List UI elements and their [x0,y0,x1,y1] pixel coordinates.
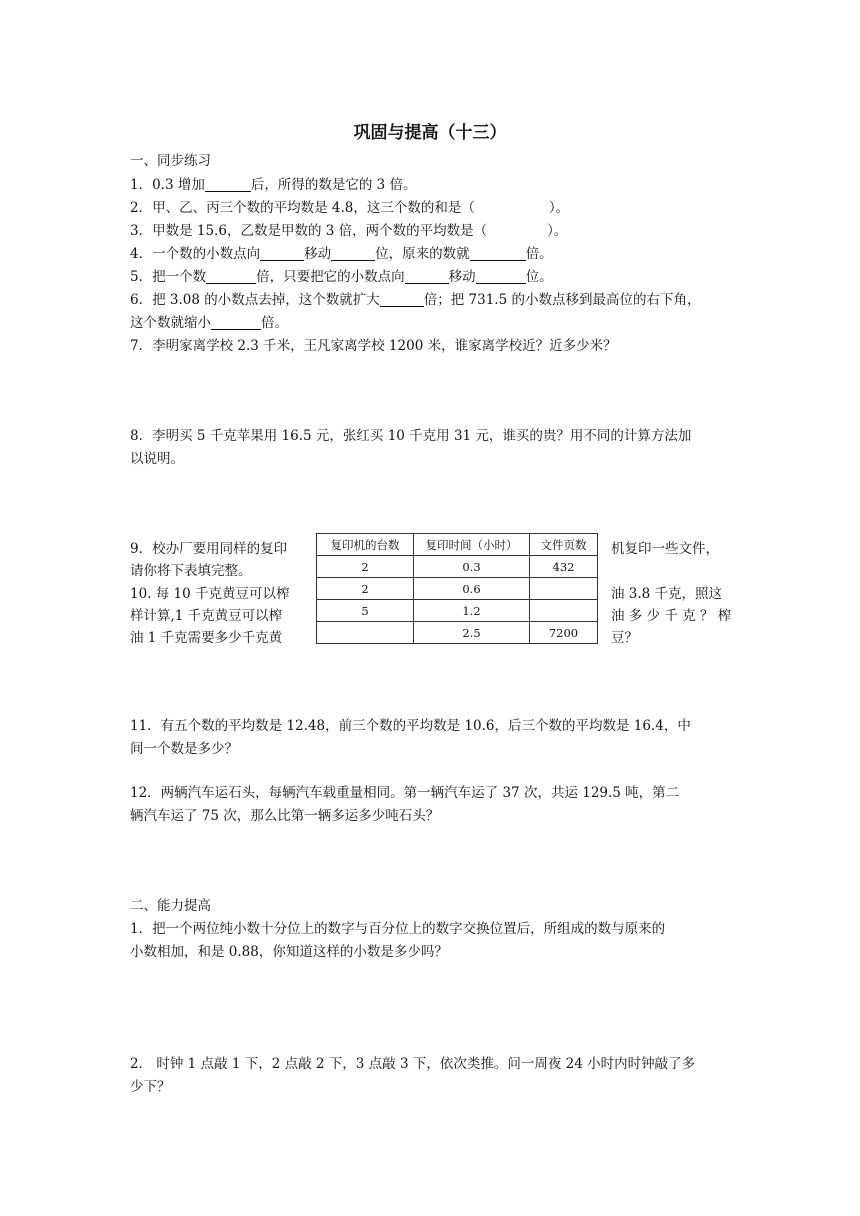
q1-text-a: 1．0.3 增加 [130,177,205,193]
q6-text-c: 这个数就缩小 [130,315,211,331]
q2-text-b: ）。 [548,200,570,216]
question-1 [130,176,417,194]
q6-text-b: 倍；把 731.5 的小数点移到最高位的右下角， [423,292,701,308]
table-header-row [317,534,598,556]
table-row [317,578,598,600]
q5-text-a: 5．把一个数 [130,269,207,285]
table-row [317,556,598,578]
q1-answer-blank[interactable] [205,177,251,192]
table-cell: 5 [317,600,414,622]
q9-left-line-2: 请你将下表填完整。 [130,563,252,579]
question-5 [130,268,553,286]
q4-text-b: 移动 [304,246,332,262]
q3-text-b: ）。 [547,223,568,239]
q9-right-line-1: 机复印一些文件， [611,541,719,557]
q6-text-d: 倍。 [261,315,288,331]
question-3 [130,222,567,240]
table-header-cell: 文件页数 [530,534,598,556]
ability-question-1-line-1: 1．把一个两位纯小数十分位上的数字与百分位上的数字交换位置后，所组成的数与原来的 [130,921,666,937]
q1-text-b: 后，所得的数是它的 3 倍。 [250,177,417,193]
q10-left-line-1: 10. 每 10 千克黄豆可以榨 [130,586,290,602]
section-heading-ability: 二、能力提高 [130,898,211,914]
table-cell: 2 [317,578,414,600]
ability-question-2-line-1: 2． 时钟 1 点敲 1 下，2 点敲 2 下，3 点敲 3 下，依次类推。问一周夜 24 小时内时钟敲了多 [130,1056,696,1072]
q6-text-a: 6．把 3.08 的小数点去掉，这个数就扩大 [130,292,380,308]
q2-text-a: 2．甲、乙、丙三个数的平均数是 4.8，这三个数的和是（ [130,200,475,216]
question-11-line-2: 间一个数是多少？ [130,741,238,757]
question-6-line-1 [130,291,700,309]
table-cell-empty[interactable] [530,578,598,600]
page-title: 巩固与提高（十三） [353,123,507,143]
q5-text-d: 位。 [525,269,553,285]
table-cell: 0.6 [414,578,530,600]
q5-text-b: 倍，只要把它的小数点向 [256,269,405,285]
table-cell: 432 [530,556,598,578]
table-row [317,600,598,622]
q10-right-line-3: 豆？ [611,630,638,646]
question-8-line-1: 8．李明买 5 千克苹果用 16.5 元，张红买 10 千克用 31 元，谁买的贵？用不同的计算方法加 [130,428,692,444]
question-4 [130,245,553,263]
q9-left-line-1: 9．校办厂要用同样的复印 [130,541,288,557]
q10-left-line-3: 油 1 千克需要多少千克黄 [130,630,283,646]
q6-blank-1[interactable] [380,292,424,307]
question-8-line-2: 以说明。 [130,451,184,467]
table-header-cell: 复印时间（小时） [414,534,530,556]
question-6-line-2 [130,314,288,332]
q5-blank-2[interactable] [405,269,449,284]
ability-question-1-line-2: 小数相加，和是 0.88，你知道这样的小数是多少吗？ [130,944,448,960]
table-cell: 2 [317,556,414,578]
question-12-line-2: 辆汽车运了 75 次，那么比第一辆多运多少吨石头？ [130,808,440,824]
table-cell: 7200 [530,622,598,644]
q4-text-d: 倍。 [525,246,553,262]
table-header-cell: 复印机的台数 [317,534,414,556]
q4-blank-3[interactable] [470,246,526,261]
copier-table [316,533,598,644]
table-row [317,622,598,644]
q6-blank-2[interactable] [211,315,261,330]
q10-left-line-2: 样计算,1 千克黄豆可以榨 [130,608,283,624]
q4-text-c: 位，原来的数就 [375,246,470,262]
q10-right-line-2: 油 多 少 千 克 ？ 榨 [611,608,732,624]
q3-text-a: 3．甲数是 15.6，乙数是甲数的 3 倍，两个数的平均数是（ [130,223,488,239]
table-cell: 2.5 [414,622,530,644]
ability-question-2-line-2: 少下？ [130,1079,171,1095]
q4-blank-2[interactable] [331,246,375,261]
q5-text-c: 移动 [448,269,476,285]
section-heading-practice: 一、同步练习 [130,153,211,169]
q4-blank-1[interactable] [260,246,304,261]
question-2 [130,199,569,217]
q5-blank-3[interactable] [476,269,526,284]
q5-blank-1[interactable] [206,269,256,284]
q10-right-line-1: 油 3.8 千克，照这 [611,586,723,602]
q4-text-a: 4．一个数的小数点向 [130,246,261,262]
table-cell-empty[interactable] [530,600,598,622]
table-cell-empty[interactable] [317,622,414,644]
table-cell: 0.3 [414,556,530,578]
question-7: 7．李明家离学校 2.3 千米，王凡家离学校 1200 米，谁家离学校近？近多少米？ [130,338,617,354]
question-12-line-1: 12．两辆汽车运石头，每辆汽车载重量相同。第一辆汽车运了 37 次，共运 129.5 吨，第二 [130,785,680,801]
question-11-line-1: 11．有五个数的平均数是 12.48，前三个数的平均数是 10.6，后三个数的平均数是 16.4，中 [130,718,691,734]
table-cell: 1.2 [414,600,530,622]
